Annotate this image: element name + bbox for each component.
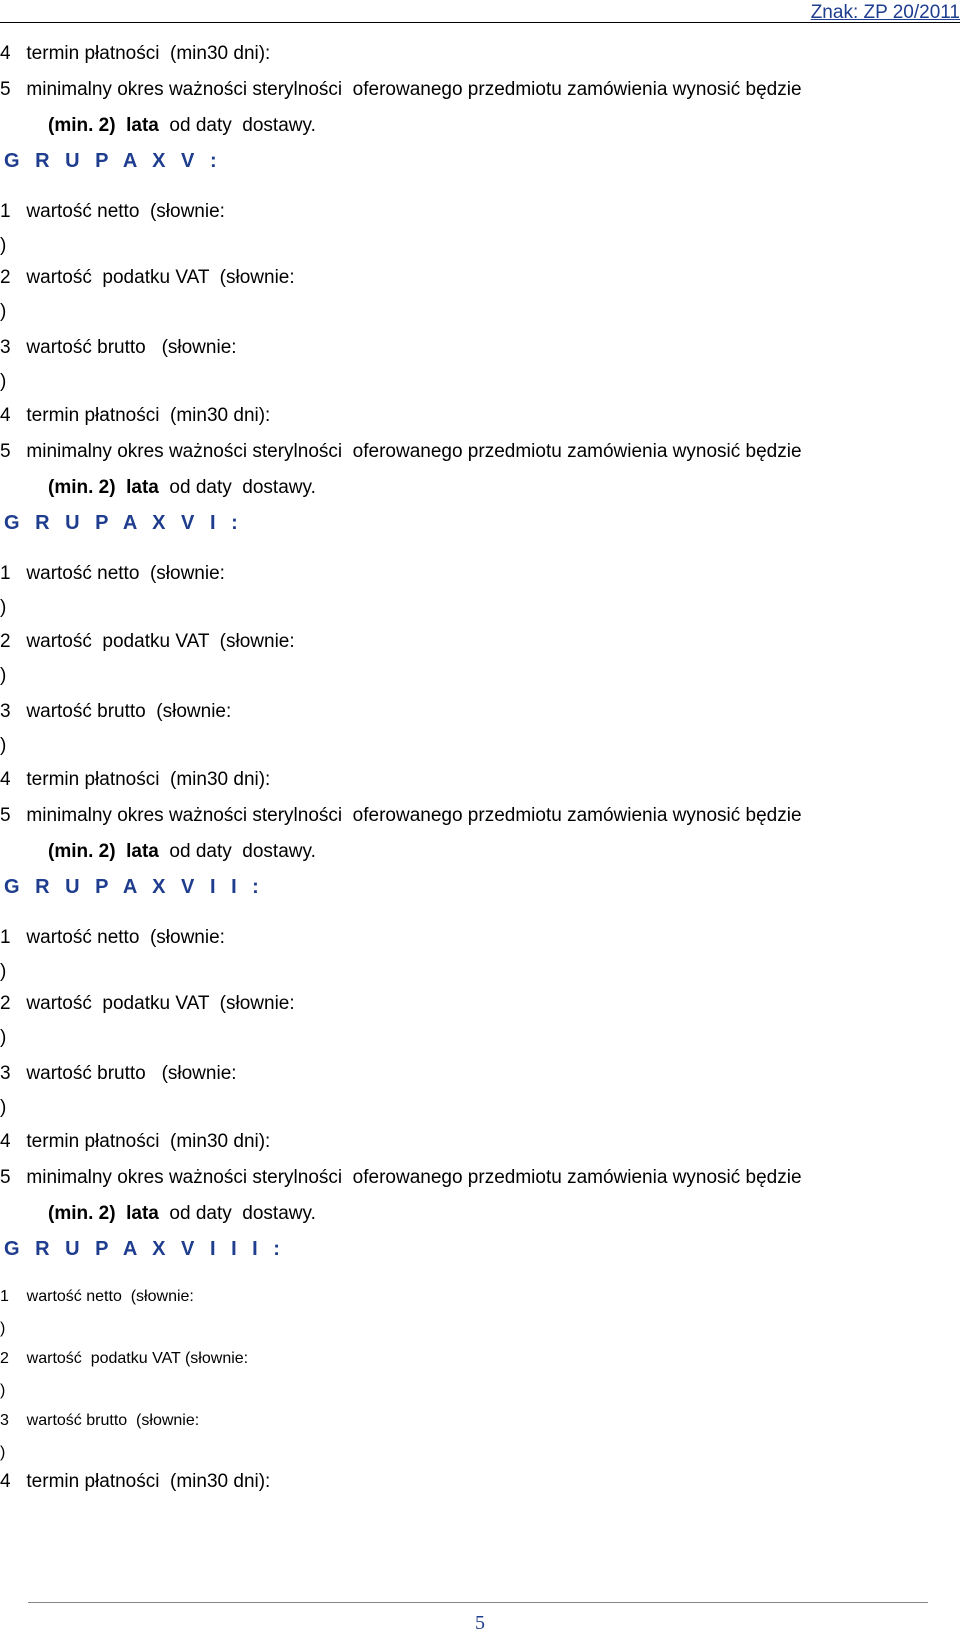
gross-value-line: 3 wartość brutto (słownie: — [0, 1412, 204, 1429]
payment-term-line: 4 termin płatności (min30 dni): — [0, 43, 403, 64]
page-number: 5 — [475, 1612, 485, 1634]
vat-value-words: ) — [0, 301, 7, 322]
payment-term-line: 4 termin płatności (min30 dni): — [0, 1131, 403, 1152]
payment-term-line: 4 termin płatności (min30 dni): — [0, 1471, 403, 1492]
net-value-line: 1 wartość netto (słownie: — [0, 1288, 199, 1305]
gross-value-words: ) — [0, 735, 7, 756]
net-value-words: ) — [0, 235, 7, 256]
gross-value-words: ) — [0, 371, 7, 392]
net-value-line: 1 wartość netto (słownie: — [0, 201, 231, 222]
group-title-xvii: G R U P A X V I I : — [4, 876, 264, 898]
net-value-words: ) — [0, 961, 7, 982]
header-rule — [0, 22, 960, 23]
net-value-words: ) — [0, 597, 7, 618]
vat-value-line: 2 wartość podatku VAT (słownie: — [0, 1350, 253, 1367]
group-title-xvi: G R U P A X V I : — [4, 512, 243, 534]
vat-value-line: 2 wartość podatku VAT (słownie: — [0, 993, 300, 1014]
vat-value-words: ) — [0, 665, 7, 686]
sterility-line: 5 minimalny okres ważności sterylności oferowanego przedmiotu zamówienia wynosić będzie — [0, 1167, 807, 1188]
footer-rule — [28, 1602, 928, 1603]
sterility-line: 5 minimalny okres ważności sterylności oferowanego przedmiotu zamówienia wynosić będzie — [0, 441, 807, 462]
sterility-line: 5 minimalny okres ważności sterylności oferowanego przedmiotu zamówienia wynosić będzie — [0, 79, 807, 100]
gross-value-words: ) — [0, 1444, 6, 1461]
sterility-line: 5 minimalny okres ważności sterylności oferowanego przedmiotu zamówienia wynosić będzie — [0, 805, 807, 826]
gross-value-words: ) — [0, 1097, 7, 1118]
payment-term-line: 4 termin płatności (min30 dni): — [0, 405, 403, 426]
net-value-words: ) — [0, 1320, 6, 1337]
vat-value-line: 2 wartość podatku VAT (słownie: — [0, 631, 300, 652]
vat-value-words: ) — [0, 1027, 7, 1048]
net-value-line: 1 wartość netto (słownie: — [0, 927, 231, 948]
vat-value-words: ) — [0, 1382, 6, 1399]
document-code: Znak: ZP 20/2011 — [810, 2, 960, 23]
group-title-xviii: G R U P A X V I I I : — [4, 1238, 285, 1260]
group-title-xv: G R U P A X V : — [4, 150, 222, 172]
gross-value-line: 3 wartość brutto (słownie: — [0, 337, 242, 358]
gross-value-line: 3 wartość brutto (słownie: — [0, 701, 237, 722]
document-page: Znak: ZP 20/2011 4 termin płatności (min30 dni): 5 minimalny okres ważności sterylności oferowanego przedmiotu zamówienia wynosić będzie (min. 2) lata od daty dostawy. G R U P A X V : 1 wartość netto (słownie: ) 2 wartość podatku VAT (słownie: ) 3 wartość brutto (słownie: ) 4 termin płatności (min30 dni): 5 minimalny okres ważności sterylności oferowanego przedmiotu zamówienia wynosić będzie (min. 2) lata od daty dostawy. G R U P A X V I : 1 wartość netto (słownie: ) 2 wartość podatku VAT (słownie: ) 3 wartość brutto (słownie: ) 4 termin płatności (min30 dni): 5 minimalny okres ważności sterylności oferowanego przedmiotu zamówienia wynosić będzie (min. 2) lata od daty dostawy. G R U P A X V I I : 1 wartość netto (słownie: ) 2 wartość podatku VAT (słownie: ) 3 wartość brutto (słownie: ) 4 termin płatności (min30 dni): 5 minimalny okres ważności sterylności oferowanego przedmiotu zamówienia wynosić będzie (min. 2) lata od daty dostawy. G R U P A X V I I I : 1 wartość netto (słownie: ) 2 wartość podatku VAT (słownie: ) 3 wartość brutto (słownie: ) 4 termin płatności (min30 dni): 5 — [0, 2, 960, 1634]
net-value-line: 1 wartość netto (słownie: — [0, 563, 231, 584]
payment-term-line: 4 termin płatności (min30 dni): — [0, 769, 403, 790]
vat-value-line: 2 wartość podatku VAT (słownie: — [0, 267, 300, 288]
gross-value-line: 3 wartość brutto (słownie: — [0, 1063, 242, 1084]
